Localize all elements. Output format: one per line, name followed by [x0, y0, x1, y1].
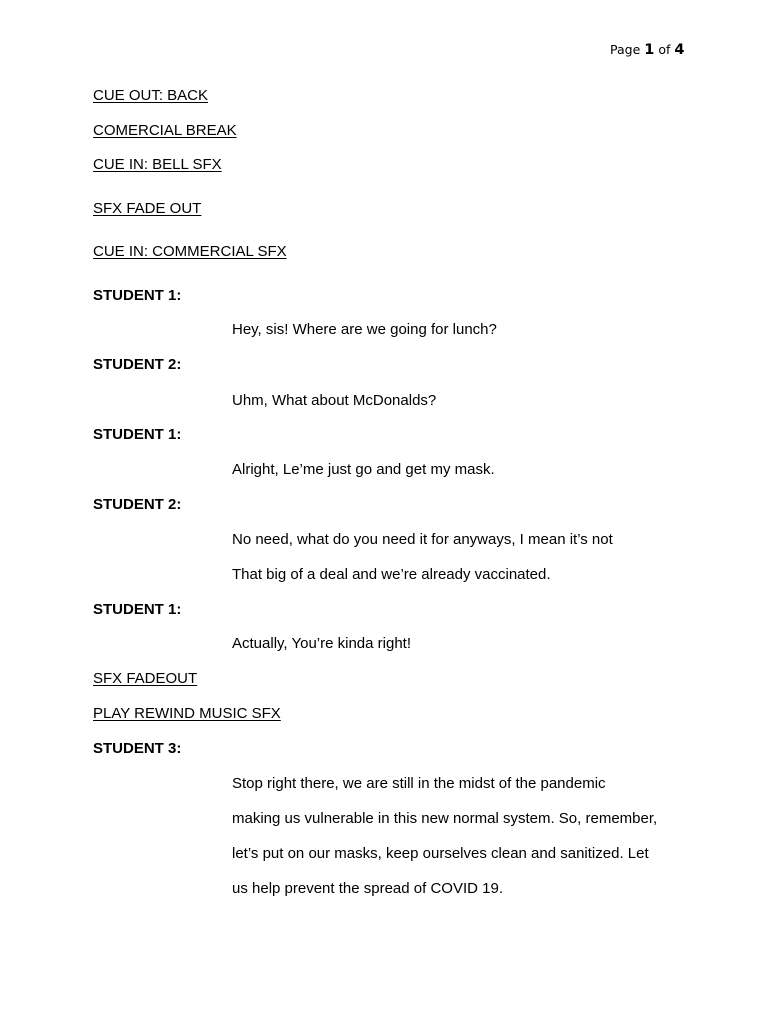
- dialogue-line: let’s put on our masks, keep ourselves clean and sanitized. Let: [232, 845, 649, 862]
- cue-in-bell: CUE IN: BELL SFX: [93, 156, 222, 173]
- cue-in-commercial: CUE IN: COMMERCIAL SFX: [93, 243, 287, 260]
- dialogue-line: Stop right there, we are still in the midst of the pandemic: [232, 775, 606, 792]
- page-word: Page: [610, 42, 641, 57]
- of-word: of: [658, 42, 671, 57]
- commercial-break-cue: COMERCIAL BREAK: [93, 122, 237, 139]
- sfx-fadeout-cue: SFX FADEOUT: [93, 670, 198, 687]
- dialogue-line: Uhm, What about McDonalds?: [232, 392, 437, 409]
- dialogue-line: making us vulnerable in this new normal system. So, remember,: [232, 810, 658, 827]
- sfx-fade-out-cue: SFX FADE OUT: [93, 200, 202, 217]
- speaker-student-1: STUDENT 1:: [93, 426, 182, 443]
- speaker-student-2: STUDENT 2:: [93, 496, 182, 513]
- speaker-student-3: STUDENT 3:: [93, 740, 182, 757]
- dialogue-line: That big of a deal and we’re already vaccinated.: [232, 566, 551, 583]
- dialogue-line: Actually, You’re kinda right!: [232, 635, 411, 652]
- play-rewind-cue: PLAY REWIND MUSIC SFX: [93, 705, 281, 722]
- speaker-student-2: STUDENT 2:: [93, 356, 182, 373]
- dialogue-line: Alright, Le’me just go and get my mask.: [232, 461, 495, 478]
- page-current: 1: [644, 42, 655, 58]
- dialogue-line: Hey, sis! Where are we going for lunch?: [232, 321, 497, 338]
- speaker-student-1: STUDENT 1:: [93, 287, 182, 304]
- dialogue-line: No need, what do you need it for anyways, I mean it’s not: [232, 531, 613, 548]
- page-number: [610, 42, 684, 58]
- cue-out-back: CUE OUT: BACK: [93, 87, 209, 104]
- dialogue-line: us help prevent the spread of COVID 19.: [232, 880, 503, 897]
- speaker-student-1: STUDENT 1:: [93, 601, 182, 618]
- page-total: 4: [674, 42, 685, 58]
